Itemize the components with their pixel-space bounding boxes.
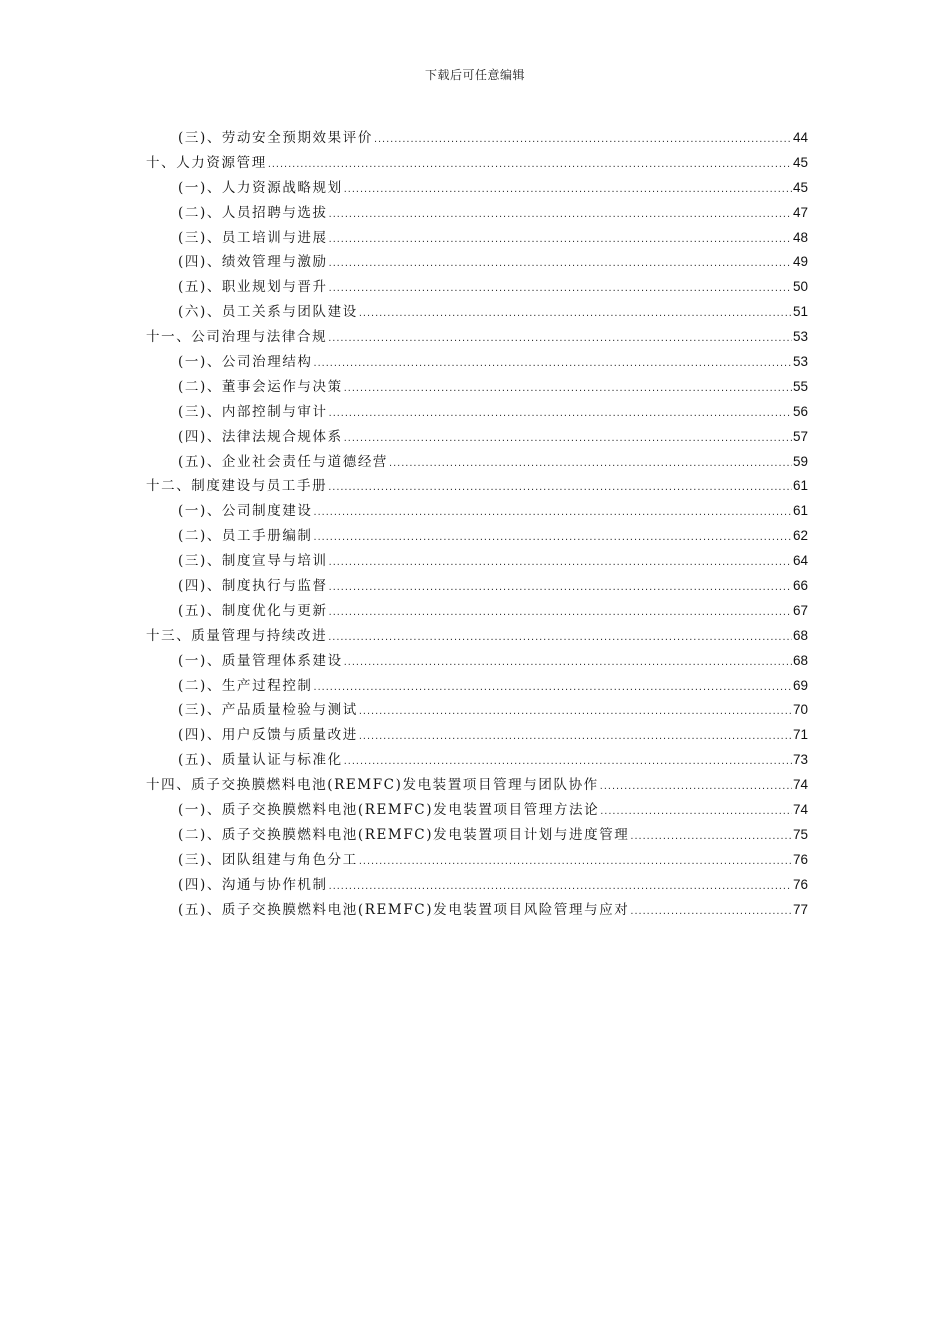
toc-entry[interactable] (146, 823, 808, 848)
toc-entry-title: (二)、员工手册编制 (178, 528, 313, 545)
toc-entry-page-number: 51 (792, 304, 808, 320)
toc-entry-title: 十四、质子交换膜燃料电池(REMFC)发电装置项目管理与团队协作 (146, 777, 599, 794)
toc-entry-page-number: 44 (792, 130, 808, 145)
toc-dot-leader (344, 177, 792, 202)
toc-dot-leader (329, 202, 792, 227)
toc-dot-leader (328, 475, 792, 500)
toc-entry[interactable] (146, 325, 808, 350)
toc-entry-title: (一)、质量管理体系建设 (178, 652, 343, 669)
toc-entry[interactable] (146, 350, 808, 375)
toc-entry-page-number: 74 (792, 777, 808, 793)
toc-entry[interactable] (146, 226, 808, 251)
toc-dot-leader (329, 276, 792, 301)
toc-entry[interactable] (146, 300, 808, 325)
toc-entry-title: 十一、公司治理与法律合规 (146, 329, 328, 346)
toc-entry-title: 十、人力资源管理 (146, 154, 267, 171)
toc-entry[interactable] (146, 425, 808, 450)
toc-entry-page-number: 77 (792, 901, 808, 917)
toc-entry-title: (一)、质子交换膜燃料电池(REMFC)发电装置项目管理方法论 (178, 802, 600, 819)
toc-entry[interactable] (146, 126, 808, 151)
toc-dot-leader (344, 426, 792, 451)
toc-entry-page-number: 74 (792, 802, 808, 818)
toc-entry[interactable] (146, 499, 808, 524)
toc-entry-title: (四)、用户反馈与质量改进 (178, 727, 358, 744)
table-of-contents (146, 126, 808, 923)
toc-dot-leader (268, 152, 792, 177)
toc-entry-page-number: 55 (792, 378, 808, 394)
toc-entry[interactable] (146, 549, 808, 574)
toc-entry-page-number: 66 (792, 578, 808, 594)
toc-entry-page-number: 59 (792, 453, 808, 469)
toc-dot-leader (374, 127, 792, 152)
toc-entry-page-number: 75 (792, 826, 808, 842)
toc-entry-title: (三)、制度宣导与培训 (178, 553, 328, 570)
toc-dot-leader (359, 699, 792, 724)
toc-entry[interactable] (146, 773, 808, 798)
toc-entry-title: (二)、人员招聘与选拔 (178, 204, 328, 221)
toc-entry-page-number: 76 (792, 876, 808, 892)
toc-dot-leader (329, 401, 792, 426)
toc-dot-leader (359, 849, 792, 874)
toc-entry[interactable] (146, 674, 808, 699)
toc-dot-leader (344, 650, 792, 675)
toc-dot-leader (314, 675, 792, 700)
toc-entry-title: (二)、董事会运作与决策 (178, 378, 343, 395)
toc-dot-leader (314, 351, 792, 376)
toc-dot-leader (329, 251, 792, 276)
toc-entry[interactable] (146, 474, 808, 499)
toc-entry-page-number: 67 (792, 602, 808, 618)
toc-entry-title: (三)、劳动安全预期效果评价 (178, 130, 373, 146)
toc-entry-title: (五)、质子交换膜燃料电池(REMFC)发电装置项目风险管理与应对 (178, 901, 630, 918)
toc-entry-title: (一)、公司制度建设 (178, 503, 313, 520)
toc-entry-page-number: 48 (792, 229, 808, 245)
toc-entry-title: (四)、制度执行与监督 (178, 578, 328, 595)
toc-dot-leader (359, 724, 792, 749)
toc-entry-title: (六)、员工关系与团队建设 (178, 304, 358, 321)
toc-dot-leader (344, 376, 792, 401)
toc-entry-page-number: 68 (792, 627, 808, 643)
toc-entry[interactable] (146, 599, 808, 624)
toc-entry[interactable] (146, 748, 808, 773)
toc-dot-leader (314, 525, 792, 550)
toc-dot-leader (329, 227, 792, 252)
toc-dot-leader (600, 799, 792, 824)
toc-entry[interactable] (146, 450, 808, 475)
toc-entry[interactable] (146, 798, 808, 823)
toc-entry-title: (五)、企业社会责任与道德经营 (178, 453, 389, 470)
toc-dot-leader (630, 824, 792, 849)
toc-entry-page-number: 70 (792, 702, 808, 718)
toc-entry-page-number: 76 (792, 851, 808, 867)
toc-entry-title: (三)、内部控制与审计 (178, 403, 328, 420)
toc-entry[interactable] (146, 649, 808, 674)
toc-entry[interactable] (146, 275, 808, 300)
toc-entry-page-number: 47 (792, 204, 808, 220)
toc-entry-title: (二)、生产过程控制 (178, 677, 313, 694)
toc-dot-leader (329, 550, 792, 575)
toc-entry-page-number: 56 (792, 403, 808, 419)
toc-entry-title: 十二、制度建设与员工手册 (146, 478, 328, 495)
toc-dot-leader (328, 625, 792, 650)
toc-dot-leader (329, 874, 792, 899)
toc-entry-title: 十三、质量管理与持续改进 (146, 627, 328, 644)
toc-dot-leader (359, 301, 792, 326)
toc-entry-title: (三)、员工培训与进展 (178, 229, 328, 246)
toc-entry-title: (五)、职业规划与晋升 (178, 279, 328, 296)
toc-entry-page-number: 45 (792, 179, 808, 195)
toc-entry[interactable] (146, 524, 808, 549)
toc-entry-title: (三)、产品质量检验与测试 (178, 702, 358, 719)
toc-entry-page-number: 61 (792, 503, 808, 519)
toc-entry-title: (五)、质量认证与标准化 (178, 752, 343, 769)
toc-entry[interactable] (146, 201, 808, 226)
toc-entry[interactable] (146, 624, 808, 649)
page-header: 下载后可任意编辑 (424, 68, 525, 82)
toc-entry-page-number: 61 (792, 478, 808, 494)
toc-entry[interactable] (146, 250, 808, 275)
toc-entry[interactable] (146, 574, 808, 599)
toc-dot-leader (344, 749, 792, 774)
toc-entry-title: (一)、公司治理结构 (178, 354, 313, 371)
toc-entry-title: (五)、制度优化与更新 (178, 602, 328, 619)
toc-entry[interactable] (146, 898, 808, 923)
toc-entry-page-number: 69 (792, 677, 808, 693)
toc-entry[interactable] (146, 400, 808, 425)
toc-entry-page-number: 64 (792, 553, 808, 569)
toc-entry-title: (四)、绩效管理与激励 (178, 254, 328, 271)
toc-entry[interactable] (146, 151, 808, 176)
toc-dot-leader (329, 600, 792, 625)
toc-entry-page-number: 45 (792, 154, 808, 170)
toc-dot-leader (314, 500, 792, 525)
toc-dot-leader (389, 451, 792, 476)
toc-entry-page-number: 57 (792, 428, 808, 444)
toc-entry-page-number: 73 (792, 752, 808, 768)
toc-entry-page-number: 53 (792, 329, 808, 345)
toc-dot-leader (328, 326, 792, 351)
toc-entry-page-number: 68 (792, 652, 808, 668)
toc-dot-leader (630, 899, 792, 924)
toc-entry-title: (四)、法律法规合规体系 (178, 428, 343, 445)
toc-entry-page-number: 62 (792, 528, 808, 544)
toc-entry[interactable] (146, 723, 808, 748)
toc-dot-leader (600, 774, 792, 799)
toc-entry[interactable] (146, 375, 808, 400)
toc-dot-leader (329, 575, 792, 600)
toc-entry-page-number: 53 (792, 354, 808, 370)
toc-entry-page-number: 49 (792, 254, 808, 270)
toc-entry-title: (三)、团队组建与角色分工 (178, 851, 358, 868)
toc-entry-title: (二)、质子交换膜燃料电池(REMFC)发电装置项目计划与进度管理 (178, 826, 630, 843)
toc-entry-page-number: 50 (792, 279, 808, 295)
toc-entry-title: (四)、沟通与协作机制 (178, 876, 328, 893)
toc-entry[interactable] (146, 873, 808, 898)
toc-entry-page-number: 71 (792, 727, 808, 743)
toc-entry[interactable] (146, 848, 808, 873)
toc-entry[interactable] (146, 176, 808, 201)
toc-entry[interactable] (146, 698, 808, 723)
toc-entry-title: (一)、人力资源战略规划 (178, 179, 343, 196)
